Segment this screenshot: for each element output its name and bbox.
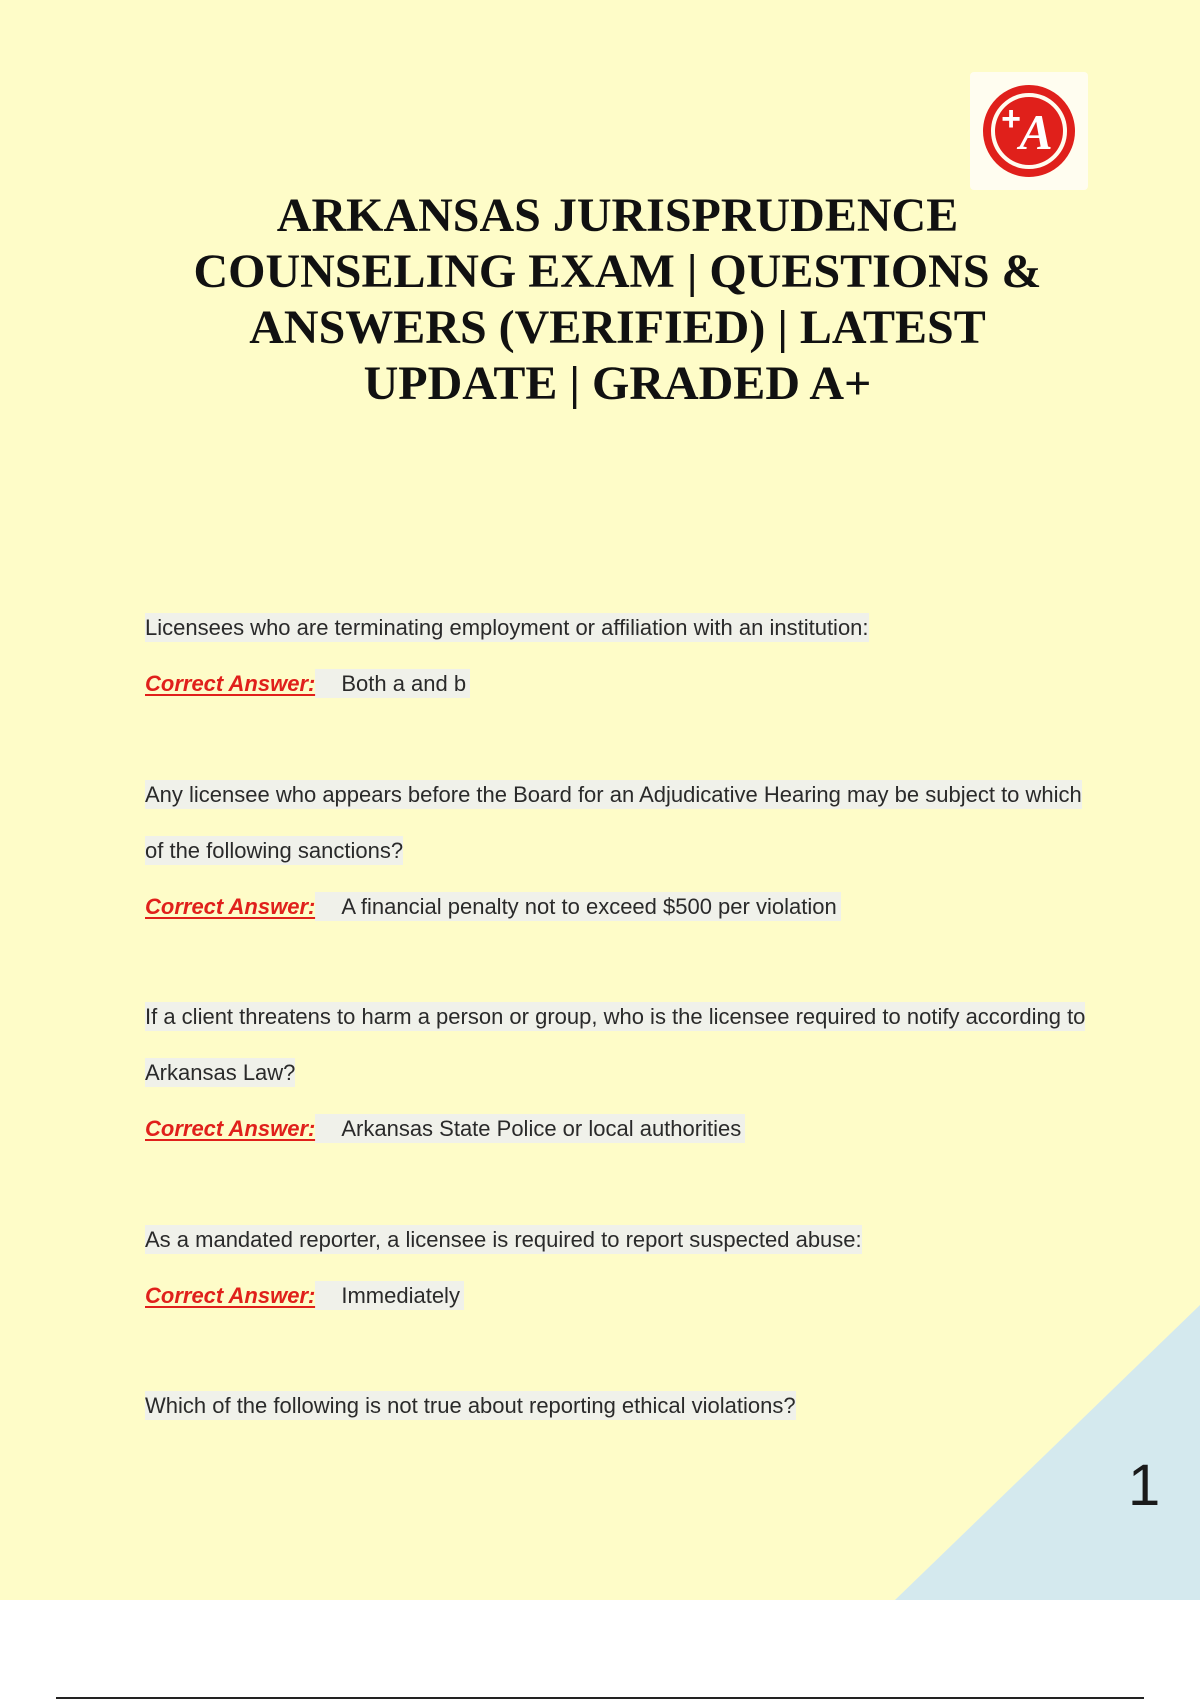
correct-answer-label: Correct Answer: — [145, 671, 316, 696]
correct-answer-label: Correct Answer: — [145, 1283, 316, 1308]
qa-item-2 — [145, 767, 1095, 935]
correct-answer-label: Correct Answer: — [145, 1116, 316, 1141]
answer-text: Both a and b — [315, 669, 470, 698]
correct-answer-label: Correct Answer: — [145, 894, 316, 919]
answer-row — [145, 879, 1095, 935]
question-text: As a mandated reporter, a licensee is required to report suspected abuse: — [145, 1227, 862, 1252]
qa-item-3 — [145, 989, 1095, 1157]
grade-a-plus-logo-icon — [970, 72, 1088, 190]
answer-text: Arkansas State Police or local authorities — [315, 1114, 745, 1143]
footer-divider — [56, 1697, 1144, 1699]
answer-text: Immediately — [315, 1281, 464, 1310]
answer-text: A financial penalty not to exceed $500 per violation — [315, 892, 840, 921]
answer-row — [145, 1101, 1095, 1157]
question-text: If a client threatens to harm a person or group, who is the licensee required to notify according to Arkansas Law? — [145, 1004, 1086, 1085]
qa-item-1 — [145, 600, 1095, 712]
svg-text:A: A — [1019, 104, 1053, 160]
document-title: ARKANSAS JURISPRUDENCE COUNSELING EXAM | QUESTIONS & ANSWERS (VERIFIED) | LATEST UPDATE | GRADED A+ — [193, 189, 1042, 410]
answer-row — [145, 656, 1095, 712]
answer-row — [145, 1268, 1095, 1324]
qa-item-4 — [145, 1212, 1095, 1324]
qa-item-5 — [145, 1378, 1095, 1434]
page-number: 1 — [1128, 1453, 1161, 1518]
question-text: Which of the following is not true about reporting ethical violations? — [145, 1393, 796, 1418]
question-text: Any licensee who appears before the Board for an Adjudicative Hearing may be subject to which of the following sanctions? — [145, 782, 1082, 863]
svg-text:+: + — [1001, 100, 1021, 138]
logo — [970, 72, 1088, 190]
question-text: Licensees who are terminating employment or affiliation with an institution: — [145, 615, 869, 640]
